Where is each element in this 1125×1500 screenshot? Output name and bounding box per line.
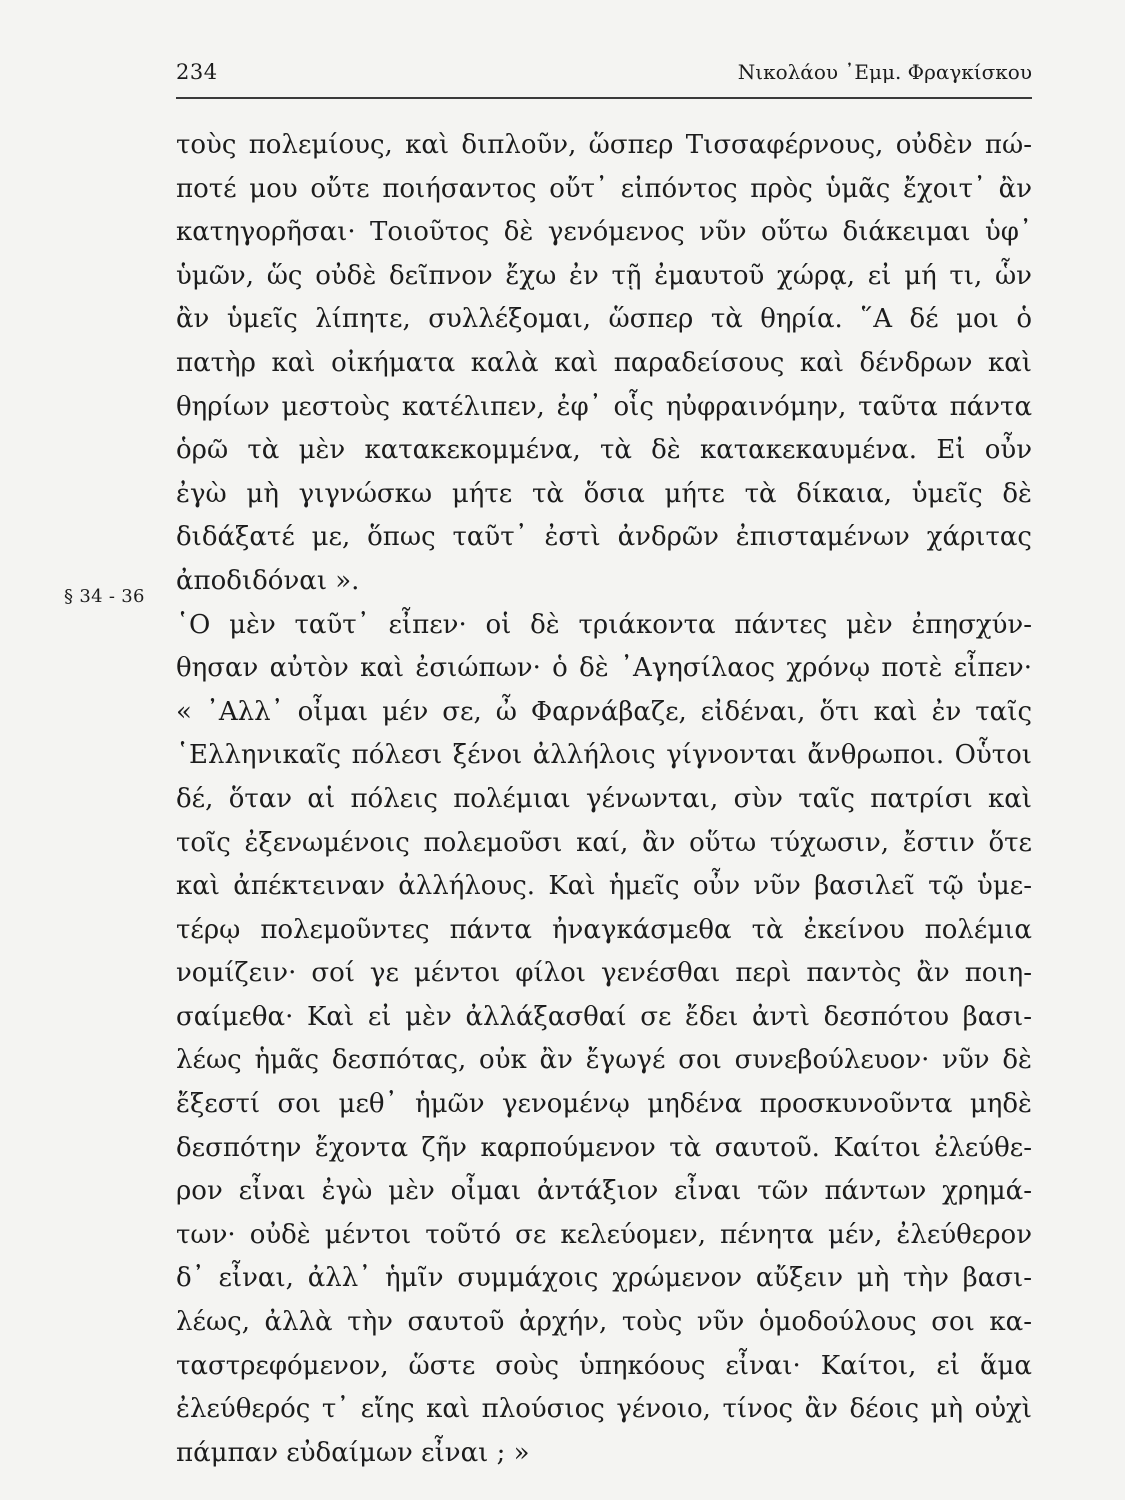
text-line: ῾Ο μὲν ταῦτ᾿ εἶπεν· οἱ δὲ τριάκοντα πάντες μὲν ἐπησχύν- bbox=[176, 609, 1032, 640]
text-line: δέ, ὅταν αἱ πόλεις πολέμιαι γένωνται, σὺν ταῖς πατρίσι καὶ bbox=[176, 783, 1032, 814]
text-line: πάμπαν εὐδαίμων εἶναι ; » bbox=[176, 1437, 530, 1468]
text-line: ἂν ὑμεῖς λίπητε, συλλέξομαι, ὥσπερ τὰ θηρία. ῞Α δέ μοι ὁ bbox=[176, 304, 1032, 335]
text-line: ὁρῶ τὰ μὲν κατακεκομμένα, τὰ δὲ κατακεκαυμένα. Εἰ οὖν bbox=[176, 435, 1032, 466]
text-line: καὶ ἀπέκτειναν ἀλλήλους. Καὶ ἡμεῖς οὖν νῦν βασιλεῖ τῷ ὑμε- bbox=[176, 871, 1032, 902]
text-line: ταστρεφόμενον, ὥστε σοὺς ὑπηκόους εἶναι· Καίτοι, εἰ ἅμα bbox=[176, 1350, 1032, 1381]
text-line: ποτέ μου οὔτε ποιήσαντος οὔτ᾿ εἰπόντος πρὸς ὑμᾶς ἔχοιτ᾿ ἂν bbox=[176, 173, 1032, 204]
text-line: τοὺς πολεμίους, καὶ διπλοῦν, ὥσπερ Τισσαφέρνους, οὐδὲν πώ- bbox=[176, 130, 1032, 160]
page-header bbox=[176, 60, 1032, 96]
text-line: τέρῳ πολεμοῦντες πάντα ἠναγκάσμεθα τὰ ἐκείνου πολέμια bbox=[176, 914, 1032, 945]
text-line: ῾Ελληνικαῖς πόλεσι ξένοι ἀλλήλοις γίγνονται ἄνθρωποι. Οὗτοι bbox=[176, 740, 1032, 771]
text-line: δ᾿ εἶναι, ἀλλ᾿ ἡμῖν συμμάχοις χρώμενον αὔξειν μὴ τὴν βασι- bbox=[176, 1263, 1032, 1294]
header-rule bbox=[176, 97, 1032, 99]
page-number: 234 bbox=[176, 60, 218, 84]
text-line: κατηγορῆσαι· Τοιοῦτος δὲ γενόμενος νῦν οὕτω διάκειμαι ὑφ᾿ bbox=[176, 217, 1032, 248]
text-line: ἐγὼ μὴ γιγνώσκω μήτε τὰ ὅσια μήτε τὰ δίκαια, ὑμεῖς δὲ bbox=[176, 478, 1032, 509]
running-head: Νικολάου ᾿Εμμ. Φραγκίσκου bbox=[737, 60, 1032, 84]
body-text bbox=[176, 124, 1032, 1475]
text-line: δεσπότην ἔχοντα ζῆν καρπούμενον τὰ σαυτοῦ. Καίτοι ἐλεύθε- bbox=[176, 1132, 1032, 1163]
text-line: ἀποδιδόναι ». bbox=[176, 565, 360, 596]
text-line: νομίζειν· σοί γε μέντοι φίλοι γενέσθαι περὶ παντὸς ἂν ποιη- bbox=[176, 958, 1032, 989]
text-line: των· οὐδὲ μέντοι τοῦτό σε κελεύομεν, πένητα μέν, ἐλεύθερον bbox=[176, 1219, 1032, 1250]
text-line: διδάξατέ με, ὅπως ταῦτ᾿ ἐστὶ ἀνδρῶν ἐπισταμένων χάριτας bbox=[176, 522, 1032, 553]
text-line: θησαν αὐτὸν καὶ ἐσιώπων· ὁ δὲ ᾿Αγησίλαος χρόνῳ ποτὲ εἶπεν· bbox=[176, 653, 1032, 684]
text-line: ἐλεύθερός τ᾿ εἴης καὶ πλούσιος γένοιο, τίνος ἂν δέοις μὴ οὐχὶ bbox=[176, 1394, 1032, 1425]
text-line: σαίμεθα· Καὶ εἰ μὲν ἀλλάξασθαί σε ἔδει ἀντὶ δεσπότου βασι- bbox=[176, 1001, 1032, 1032]
text-line: θηρίων μεστοὺς κατέλιπεν, ἐφ᾿ οἷς ηὐφραινόμην, ταῦτα πάντα bbox=[176, 391, 1032, 422]
margin-section-reference: § 34 - 36 bbox=[64, 586, 145, 607]
text-line: τοῖς ἐξενωμένοις πολεμοῦσι καί, ἂν οὕτω τύχωσιν, ἔστιν ὅτε bbox=[176, 827, 1032, 858]
text-line: πατὴρ καὶ οἰκήματα καλὰ καὶ παραδείσους καὶ δένδρων καὶ bbox=[176, 347, 1032, 378]
text-line: ὑμῶν, ὥς οὐδὲ δεῖπνον ἔχω ἐν τῇ ἐμαυτοῦ χώρᾳ, εἰ μή τι, ὧν bbox=[176, 260, 1032, 291]
text-line: « ᾿Αλλ᾿ οἶμαι μέν σε, ὦ Φαρνάβαζε, εἰδέναι, ὅτι καὶ ἐν ταῖς bbox=[176, 696, 1032, 727]
text-line: λέως ἡμᾶς δεσπότας, οὐκ ἂν ἔγωγέ σοι συνεβούλευον· νῦν δὲ bbox=[176, 1045, 1032, 1076]
text-line: ἔξεστί σοι μεθ᾿ ἡμῶν γενομένῳ μηδένα προσκυνοῦντα μηδὲ bbox=[176, 1089, 1032, 1120]
text-line: ρον εἶναι ἐγὼ μὲν οἶμαι ἀντάξιον εἶναι τῶν πάντων χρημά- bbox=[176, 1176, 1032, 1207]
text-line: λέως, ἀλλὰ τὴν σαυτοῦ ἀρχήν, τοὺς νῦν ὁμοδούλους σοι κα- bbox=[176, 1307, 1032, 1338]
